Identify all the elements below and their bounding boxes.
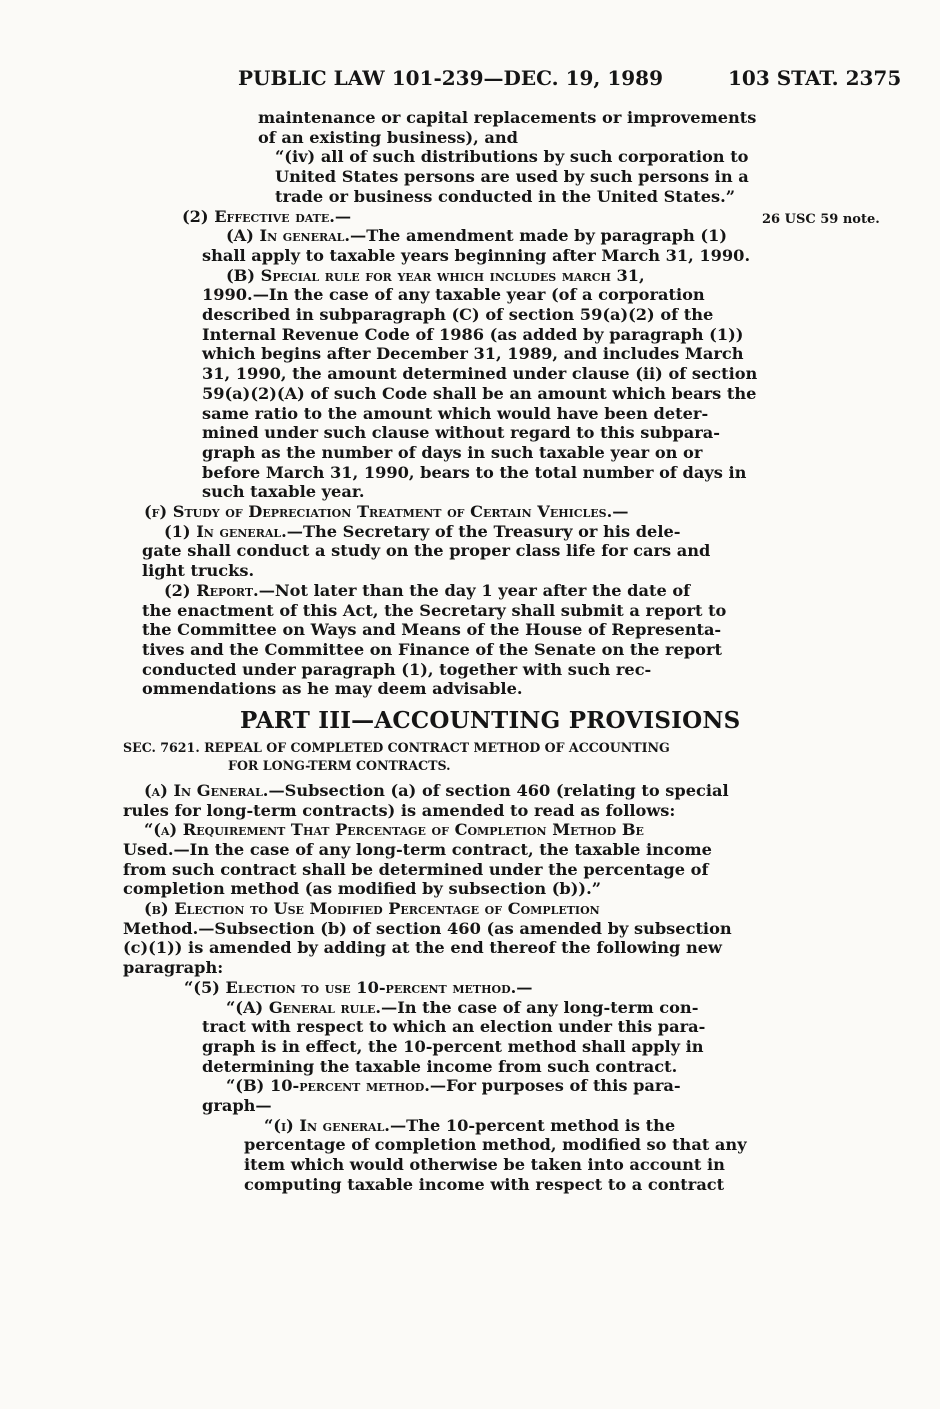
paragraph-1-heading: (1) In general. [164, 521, 287, 541]
text-line: Method.—Subsection (b) of section 460 (as amended by subsection [123, 918, 732, 938]
requirement-heading: “(a) Requirement That Percentage of Completion Method Be [144, 820, 644, 840]
text-line: maintenance or capital replacements or improvements [258, 108, 757, 127]
text-line: same ratio to the amount which would have been deter- [202, 403, 709, 423]
text-line: the Committee on Ways and Means of the House of Representa- [142, 620, 722, 640]
text-line: “(iv) all of such distributions by such corporation to [275, 147, 749, 167]
text-line: 59(a)(2)(A) of such Code shall be an amount which bears the [202, 383, 757, 403]
text-line: ommendations as he may deem advisable. [142, 679, 523, 699]
election-heading: “(5) Election to use 10-percent method.— [184, 977, 533, 997]
subparagraph-b-heading: (B) Special rule for year which includes march 31, [226, 265, 645, 285]
text-line: the enactment of this Act, the Secretary shall submit a report to [142, 600, 727, 620]
margin-citation-note: 26 USC 59 note. [762, 212, 880, 227]
general-rule-heading: “(A) General rule. [226, 997, 382, 1017]
ten-percent-method-heading: “(B) 10-percent method. [226, 1076, 430, 1096]
text-line: tract with respect to which an election under this para- [202, 1017, 706, 1037]
text-line: United States persons are used by such persons in a [275, 167, 749, 187]
text-line: determining the taxable income from such contract. [202, 1056, 678, 1076]
text-line: paragraph: [123, 958, 224, 978]
subsection-b-heading: (b) Election to Use Modified Percentage of Completion [144, 899, 600, 919]
page-header-stat: 103 STAT. 2375 [728, 66, 902, 90]
text-line: graph— [202, 1096, 272, 1116]
text-line: which begins after December 31, 1989, and includes March [202, 344, 744, 364]
text-line: graph is in effect, the 10-percent method shall apply in [202, 1036, 704, 1056]
page-header-title: PUBLIC LAW 101-239—DEC. 19, 1989 [238, 66, 663, 90]
text-line: graph as the number of days in such taxable year on or [202, 442, 703, 462]
text-line: —The Secretary of the Treasury or his dele- [286, 521, 681, 541]
text-line: shall apply to taxable years beginning after March 31, 1990. [202, 245, 751, 265]
text-line: computing taxable income with respect to a contract [244, 1174, 725, 1194]
text-line: —Subsection (a) of section 460 (relating to special [268, 780, 729, 800]
text-line: Used.—In the case of any long-term contract, the taxable income [123, 839, 712, 859]
text-line: described in subparagraph (C) of section 59(a)(2) of the [202, 305, 714, 325]
text-line: tives and the Committee on Finance of the Senate on the report [142, 639, 722, 659]
text-line: from such contract shall be determined under the percentage of [123, 859, 709, 879]
text-line: —In the case of any long-term con- [381, 997, 699, 1017]
text-line: percentage of completion method, modified so that any [244, 1135, 747, 1155]
text-line: —Not later than the day 1 year after the date of [258, 580, 691, 600]
subsection-a-heading: (a) In General. [144, 780, 269, 800]
text-line: —The amendment made by paragraph (1) [350, 226, 727, 246]
text-line: 31, 1990, the amount determined under clause (ii) of section [202, 364, 758, 384]
text-line: trade or business conducted in the United States.” [275, 186, 736, 206]
statute-body [120, 108, 758, 1195]
part-heading: PART III—ACCOUNTING PROVISIONS [240, 707, 741, 735]
effective-date-heading: (2) Effective date.— [182, 206, 352, 226]
text-line: such taxable year. [202, 482, 365, 502]
text-line: Internal Revenue Code of 1986 (as added by paragraph (1)) [202, 324, 744, 344]
subparagraph-a-heading: (A) In general. [226, 226, 351, 246]
text-line: rules for long-term contracts) is amended to read as follows: [123, 800, 676, 820]
text-line: light trucks. [142, 561, 255, 581]
text-line: —The 10-percent method is the [389, 1115, 676, 1135]
text-line: item which would otherwise be taken into account in [244, 1155, 725, 1175]
section-heading: SEC. 7621. REPEAL OF COMPLETED CONTRACT METHOD OF ACCOUNTING [123, 739, 670, 755]
section-heading-continued: FOR LONG-TERM CONTRACTS. [228, 757, 451, 773]
text-line: —For purposes of this para- [429, 1076, 681, 1096]
paragraph-2-heading: (2) Report. [164, 580, 259, 600]
text-line: conducted under paragraph (1), together with such rec- [142, 659, 652, 679]
text-line: before March 31, 1990, bears to the total number of days in [202, 462, 747, 482]
subsection-f-heading: (f) Study of Depreciation Treatment of Certain Vehicles.— [144, 502, 629, 522]
text-line: mined under such clause without regard to this subpara- [202, 423, 720, 443]
text-line: completion method (as modified by subsection (b)).” [123, 879, 602, 899]
text-line: of an existing business), and [258, 127, 519, 147]
text-line: 1990.—In the case of any taxable year (of a corporation [202, 285, 705, 305]
clause-i-heading: “(i) In general. [264, 1115, 390, 1135]
text-line: gate shall conduct a study on the proper class life for cars and [142, 541, 711, 561]
text-line: (c)(1)) is amended by adding at the end thereof the following new [123, 938, 722, 958]
